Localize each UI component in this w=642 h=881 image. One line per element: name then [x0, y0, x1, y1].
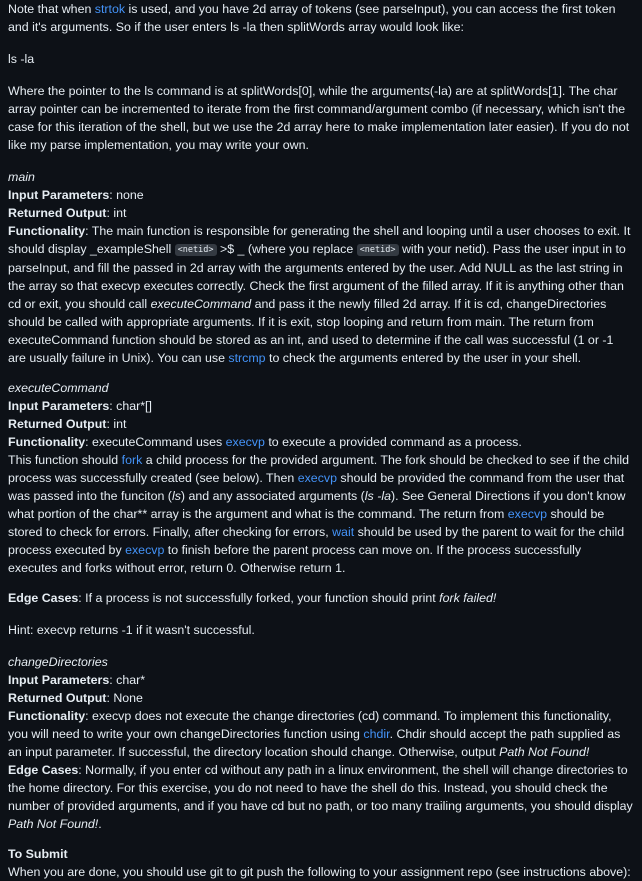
exec-functionality: Functionality: executeCommand uses execvp to execute a provided command as a process. — [8, 435, 522, 449]
example-command: ls -la — [8, 52, 35, 66]
strtok-link[interactable]: strtok — [94, 2, 126, 16]
chdir-link[interactable]: chdir — [363, 727, 390, 741]
execvp-link[interactable]: execvp — [125, 543, 165, 557]
execvp-link[interactable]: execvp — [297, 471, 337, 485]
submit-section — [8, 845, 634, 881]
exec-description: This function should fork a child process for the provided argument. The fork should be checked to see if the child process was successfully created (see below). Then execvp should be provided the command from the user that was passed into the funciton (ls) and any associated arguments (ls -la). See General Directions if you don't know what portion of the char** array is the argument and what is the command. The return from execvp should be stored to check for errors. Finally, after checking for errors, wait should be used by the parent to wait for the child process executed by execvp to finish before the parent process can move on. If the process successfully executes and forks without error, return 0. Otherwise return 1. — [8, 453, 630, 575]
change-directories-name: changeDirectories — [8, 655, 108, 669]
main-input-params: Input Parameters: none — [8, 188, 144, 202]
submit-heading: To Submit — [8, 847, 68, 861]
netid-code: <netid> — [357, 244, 399, 256]
intro-paragraph-1: Note that when strtok is used, and you have 2d array of tokens (see parseInput), you can access the first token and it's arguments. So if the user enters ls -la then splitWords array would look like: — [8, 2, 616, 34]
cd-input-params: Input Parameters: char* — [8, 673, 146, 687]
execvp-link[interactable]: execvp — [507, 507, 548, 521]
main-functionality: Functionality: The main function is responsible for generating the shell and looping until a user chooses to exit. It should display _exampleShell <netid> >$ _ (where you replace <netid> with your netid). Pass the user input in to parseInput, and fill the passed in 2d array with the arguments entered by the user. Add NULL as the last string in the array so that execvp executes correctly. Check the first argument of the filled array. If it is anything other than cd or exit, you should call executeCommand and pass it the newly filled 2d array. If it is cd, changeDirectories should be called with appropriate arguments. If it is exit, stop looping and return from main. The return from executeCommand function should be stored as an int, and used to determine if the call was successful (1 or -1 are usually failure in Unix). You can use strcmp to check the arguments entered by the user in your shell. — [8, 224, 631, 365]
main-function-name: main — [8, 170, 35, 184]
fork-link[interactable]: fork — [121, 453, 143, 467]
main-function-section — [8, 168, 634, 367]
cd-edge-cases: Edge Cases: Normally, if you enter cd without any path in a linux environment, the shell will change directories to the home directory. For this exercise, you do not need to have the shell do this. Instead, you should check the number of provided arguments, and if you have cd but no path, or too many trailing arguments, you should display Path Not Found!. — [8, 763, 633, 831]
cd-returned-output: Returned Output: None — [8, 691, 143, 705]
exec-hint: Hint: execvp returns -1 if it wasn't successful. — [8, 623, 255, 637]
exec-edge-cases: Edge Cases: If a process is not successfully forked, your function should print fork failed! — [8, 591, 497, 605]
execute-command-section — [8, 379, 634, 577]
execute-command-name: executeCommand — [8, 381, 109, 395]
exec-input-params: Input Parameters: char*[] — [8, 399, 152, 413]
exec-returned-output: Returned Output: int — [8, 417, 127, 431]
main-returned-output: Returned Output: int — [8, 206, 127, 220]
wait-link[interactable]: wait — [332, 525, 355, 539]
change-directories-section — [8, 653, 634, 833]
strcmp-link[interactable]: strcmp — [228, 351, 266, 365]
intro-paragraph-2: Where the pointer to the ls command is at splitWords[0], while the arguments(-la) are at splitWords[1]. The char array pointer can be incremented to iterate from the first command/argument combo (if necessary, which isn't the case for this iteration of the shell, but we use the 2d array here to make implementation later easier). If you do not like my parse implementation, you may write your own. — [8, 84, 630, 152]
execvp-link[interactable]: execvp — [225, 435, 265, 449]
cd-functionality: Functionality: execvp does not execute the change directories (cd) command. To implement this functionality, you will need to write your own changeDirectories function using chdir. Chdir should accept the path supplied as an input parameter. If successful, the directory location should change. Otherwise, output Path Not Found! — [8, 709, 621, 759]
submit-text: When you are done, you should use git to git push the following to your assignment repo (see instructions above): — [8, 865, 631, 879]
netid-code: <netid> — [175, 244, 217, 256]
